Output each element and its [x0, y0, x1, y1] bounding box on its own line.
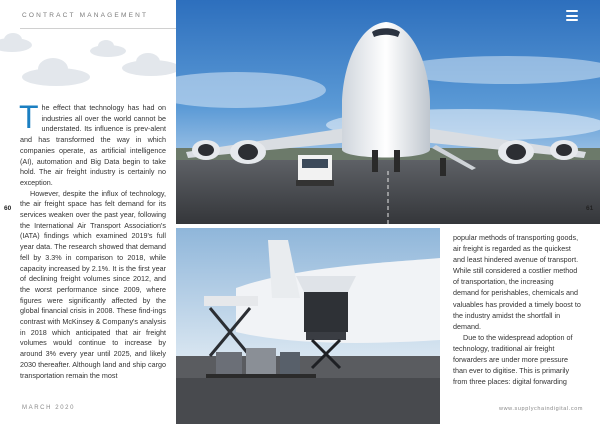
article-right-column [453, 232, 581, 387]
drop-cap: T [19, 99, 39, 135]
section-header: CONTRACT MANAGEMENT [22, 12, 149, 19]
footer-date: MARCH 2020 [22, 405, 76, 411]
article-left-column [19, 99, 166, 381]
footer-url[interactable]: www.supplychaindigital.com [499, 406, 584, 412]
article-paragraph: However, despite the influx of technology, the air freight space has felt demand for its services weaken over the past year, following the International Air Transport Association's (IATA) findings which examined 2019's full year data. The research showed that demand fell by 3.3% in comparison to 2018, while capacity increased by 2.1%. It is the first year of declining freight volumes since 2012, and the worst performance since 2009, where figures were significantly affected by the global financial crisis in 2008. These find-ings contrast with McKinsey & Company's analysis in 2018 which anticipated that air freight volumes would continue to increase by around 3% every year until 2025, and likely 2030 thereafter. Although land and ship cargo transportation remain the most [20, 188, 166, 380]
article-paragraph: Due to the widespread adoption of technology, traditional air freight forwarders are under more pressure than ever to digitise. This is primarily from three places: digital forwarding [453, 332, 573, 387]
intro-text: he effect that technology has had on industries all over the world cannot be understated. Its influence is prev-alent and has transformed the way in which companies operate, as artificial intelligence (AI), automation and Big Data begin to take hold. The air freight industry is certainly no exception. [20, 103, 166, 187]
jumbo-jet-photo [176, 0, 600, 224]
hamburger-menu-icon[interactable] [566, 10, 578, 21]
page-number-right: 61 [586, 205, 594, 212]
cargo-loading-photo [176, 228, 440, 424]
page-number-left: 60 [4, 205, 12, 212]
article-paragraph: popular methods of transporting goods, air freight is regarded as the quickest and least hindered avenue of transport. While still considered a costlier method of transportation, the increasing demand for perishables, chemicals and valuables has provided a timely boost to the industry amidst the shortfall in demand. [453, 233, 581, 331]
article-intro-paragraph [19, 99, 166, 189]
